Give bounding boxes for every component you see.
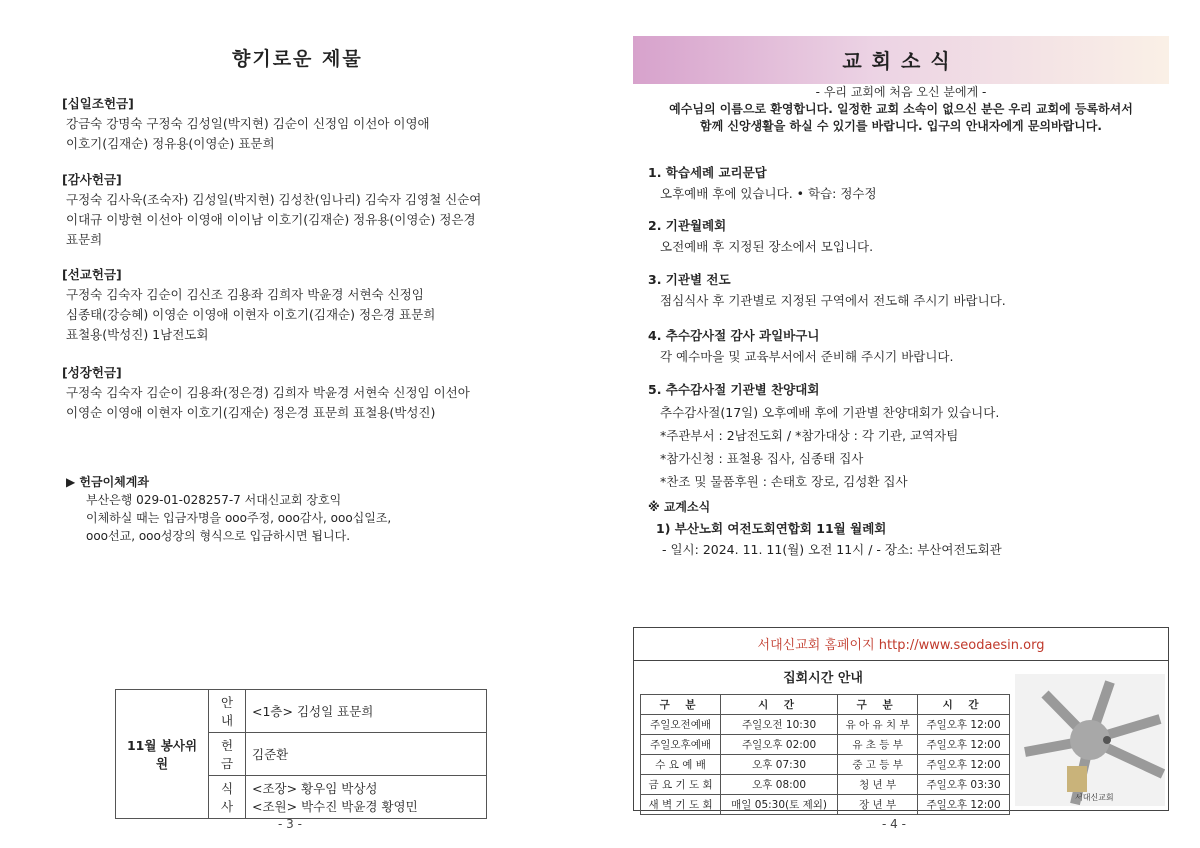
column-header: 시 간 [918, 695, 1010, 715]
section-heading: [감사헌금] [62, 172, 122, 187]
table-cell: 주일오후예배 [641, 735, 721, 755]
table-cell: 새 벽 기 도 회 [641, 795, 721, 815]
table-cell: 매일 05:30(토 제외) [721, 795, 838, 815]
name-line: 심종태(강승혜) 이영순 이영애 이현자 이호기(김재순) 정은경 표문희 [66, 307, 436, 322]
news-item [648, 162, 1168, 204]
item-heading: 2. 기관월례회 [648, 218, 727, 233]
duty-category: 헌금 [209, 733, 246, 776]
table-cell: 금 요 기 도 회 [641, 775, 721, 795]
duty-names: 김준환 [246, 733, 487, 776]
volunteer-table [115, 689, 487, 819]
table-header-row [641, 695, 1010, 715]
news-item [648, 325, 1168, 367]
item-heading: 3. 기관별 전도 [648, 272, 731, 287]
offering-title: 향기로운 제물 [232, 48, 363, 70]
table-cell: 중 고 등 부 [838, 755, 918, 775]
table-row [641, 795, 1010, 815]
table-cell: 장 년 부 [838, 795, 918, 815]
column-header: 구 분 [641, 695, 721, 715]
mission-section [62, 265, 532, 345]
item-line: 오후예배 후에 있습니다. • 학습: 정수정 [660, 186, 877, 201]
item-heading: 1. 학습세례 교리문답 [648, 165, 767, 180]
column-header: 시 간 [721, 695, 838, 715]
church-location-map [1015, 674, 1165, 806]
news-subheading: 1) 부산노회 여전도회연합회 11월 월례회 [656, 521, 887, 536]
duty-names [246, 776, 487, 819]
item-heading: 5. 추수감사절 기관별 찬양대회 [648, 382, 820, 397]
item-line: 각 예수마을 및 교육부서에서 준비해 주시기 바랍니다. [660, 349, 954, 364]
item-line: 추수감사절(17일) 오후예배 후에 기관별 찬양대회가 있습니다. [660, 405, 1000, 420]
meeting-title: 집회시간 안내 [783, 671, 863, 686]
table-cell: 유 초 등 부 [838, 735, 918, 755]
table-cell: 주일오전 10:30 [721, 715, 838, 735]
column-header: 구 분 [838, 695, 918, 715]
welcome-line: 함께 신앙생활을 하실 수 있기를 바랍니다. 입구의 안내자에게 문의바랍니다. [700, 119, 1102, 133]
volunteer-title: 11월 봉사위원 [116, 690, 209, 819]
table-cell: 주일오후 12:00 [918, 735, 1010, 755]
account-line: ooo선교, ooo성장의 형식으로 입금하시면 됩니다. [86, 529, 351, 543]
news-item [648, 215, 1168, 257]
section-heading: [성장헌금] [62, 365, 122, 380]
account-line: 이체하실 때는 입금자명을 ooo주정, ooo감사, ooo십일조, [86, 511, 392, 525]
table-cell: 수 요 예 배 [641, 755, 721, 775]
page-number-left: - 3 - [278, 817, 302, 831]
name-line: 표문희 [66, 232, 103, 247]
church-news [648, 497, 1168, 560]
name-line: 구정숙 김숙자 김순이 김용좌(정은경) 김희자 박윤경 서현숙 신정임 이선아 [66, 385, 470, 400]
table-row [641, 775, 1010, 795]
news-item [648, 269, 1168, 311]
welcome-line: - 우리 교회에 처음 오신 분에게 - [815, 85, 987, 99]
homepage-link[interactable]: 서대신교회 홈페이지 http://www.seodaesin.org [757, 638, 1045, 653]
thanks-section [62, 170, 532, 250]
name-line: 구정숙 김숙자 김순이 김신조 김용좌 김희자 박윤경 서현숙 신정임 [66, 287, 424, 302]
page-number-right: - 4 - [882, 817, 906, 831]
table-row [641, 715, 1010, 735]
section-heading: [선교헌금] [62, 267, 122, 282]
item-line: *참가신청 : 표철용 집사, 심종태 집사 [660, 451, 864, 466]
table-row [641, 735, 1010, 755]
divider [633, 660, 1169, 661]
table-cell: 청 년 부 [838, 775, 918, 795]
welcome-line: 예수님의 이름으로 환영합니다. 일정한 교회 소속이 없으신 분은 우리 교회에 등록하셔서 [669, 102, 1133, 116]
table-cell: 주일오후 12:00 [918, 715, 1010, 735]
tithe-section [62, 94, 532, 154]
table-cell: 주일오후 12:00 [918, 755, 1010, 775]
duty-names: <1층> 김성일 표문희 [246, 690, 487, 733]
news-line: - 일시: 2024. 11. 11(월) 오전 11시 / - 장소: 부산여전도회관 [662, 542, 1002, 557]
news-banner-title: 교회소식 [842, 49, 960, 73]
table-row [641, 755, 1010, 775]
section-heading: [십일조헌금] [62, 96, 134, 111]
map-label: 서대신교회 [1075, 793, 1114, 802]
news-heading: ※ 교계소식 [648, 500, 711, 514]
duty-category: 식사 [209, 776, 246, 819]
item-line: 오전예배 후 지정된 장소에서 모입니다. [660, 239, 874, 254]
bank-transfer-info [66, 473, 391, 545]
table-cell: 주일오후 03:30 [918, 775, 1010, 795]
name-line: 이호기(김재순) 정유용(이영순) 표문희 [66, 136, 275, 151]
table-cell: 유 아 유 치 부 [838, 715, 918, 735]
welcome-message [633, 84, 1169, 135]
table-cell: 오후 08:00 [721, 775, 838, 795]
news-item [648, 378, 1168, 493]
item-heading: 4. 추수감사절 감사 과일바구니 [648, 328, 820, 343]
name-line: 이대규 이방현 이선아 이영애 이이남 이호기(김재순) 정유용(이영순) 정은경 [66, 212, 476, 227]
name-line: 강금숙 강명숙 구정숙 김성일(박지현) 김순이 신정임 이선아 이영애 [66, 116, 430, 131]
item-line: *주관부서 : 2남전도회 / *참가대상 : 각 기관, 교역자팀 [660, 428, 959, 443]
church-building-icon [1067, 766, 1087, 792]
meeting-table [640, 694, 1010, 815]
item-line: *찬조 및 물품후원 : 손태호 장로, 김성환 집사 [660, 474, 908, 489]
growth-section [62, 363, 532, 423]
duty-line: <조장> 황우임 박상성 [252, 781, 378, 796]
account-line: 부산은행 029-01-028257-7 서대신교회 장호익 [86, 493, 342, 507]
account-heading: ▶ 헌금이체계좌 [66, 475, 149, 489]
duty-category: 안내 [209, 690, 246, 733]
table-cell: 주일오후 12:00 [918, 795, 1010, 815]
name-line: 구정숙 김사욱(조숙자) 김성일(박지현) 김성찬(임나리) 김숙자 김영철 신순여 [66, 192, 482, 207]
item-line: 점심식사 후 기관별로 지정된 구역에서 전도해 주시기 바랍니다. [660, 293, 1006, 308]
duty-line: <조원> 박수진 박윤경 황영민 [252, 799, 418, 814]
name-line: 표철용(박성진) 1남전도회 [66, 327, 209, 342]
table-cell: 주일오전예배 [641, 715, 721, 735]
name-line: 이영순 이영애 이현자 이호기(김재순) 정은경 표문희 표철용(박성진) [66, 405, 436, 420]
table-cell: 주일오후 02:00 [721, 735, 838, 755]
table-cell: 오후 07:30 [721, 755, 838, 775]
